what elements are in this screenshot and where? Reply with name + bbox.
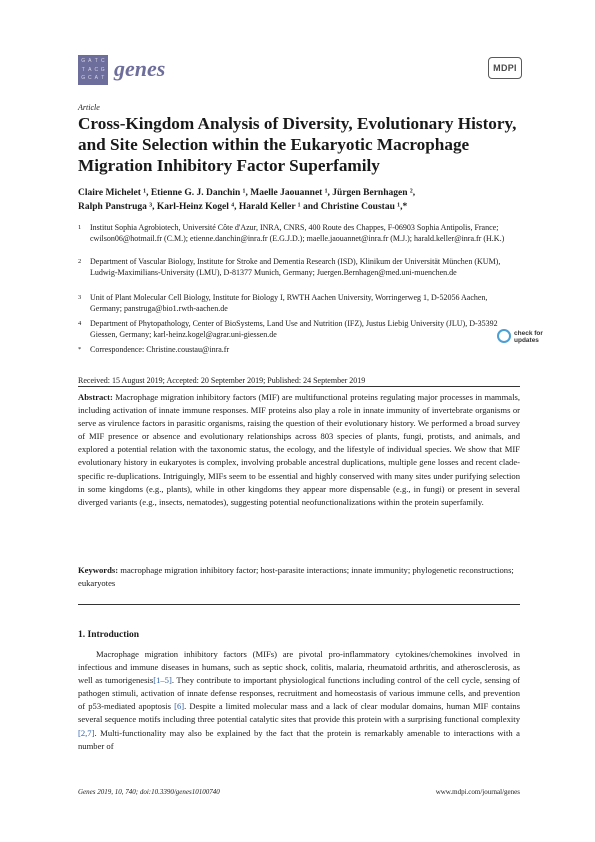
correspondence: * Correspondence: Christine.coustau@inra.fr — [78, 345, 230, 354]
citation-link[interactable]: [1–5] — [153, 675, 172, 686]
affiliation-3: 3 Unit of Plant Molecular Cell Biology, Institute for Biology I, RWTH Aachen University, Worringerweg 1, D-52056 Aachen, Germany; panstruga@bio1.rwth-aachen.de — [78, 293, 488, 314]
affiliation-2: 2 Department of Vascular Biology, Institute for Stroke and Dementia Research (ISD), Klinikum der Universität München (KUM), Ludwig-Maximilians-University (LMU), D-81377 Munich, Germany; Juergen.Bernhagen@med.uni-muenchen.de — [78, 257, 501, 278]
citation-footer: Genes 2019, 10, 740; doi:10.3390/genes10100740 — [78, 788, 220, 796]
journal-name: genes — [114, 56, 166, 81]
divider — [78, 604, 520, 605]
divider — [78, 386, 520, 387]
section-heading: 1. Introduction — [78, 630, 140, 640]
journal-logo: G A T C T A C G G C A T — [78, 55, 108, 85]
journal-url[interactable]: www.mdpi.com/journal/genes — [435, 788, 520, 796]
author-list — [78, 186, 538, 214]
mdpi-logo: MDPI — [488, 57, 522, 79]
paper-title: Cross-Kingdom Analysis of Diversity, Evolutionary History, and Site Selection within the Eukaryotic Macrophage Migration Inhibitory Factor Superfamily — [78, 114, 517, 175]
article-type: Article — [78, 103, 100, 112]
citation-link[interactable]: [2,7] — [78, 727, 95, 738]
keywords-label: Keywords: — [78, 565, 119, 575]
abstract-text: Macrophage migration inhibitory factors (MIF) are multifunctional proteins regulating major processes in mammals, including activation of innate immune responses. MIF proteins also play a role in innate immunity of invertebrate organisms or serve as virulence factors in parasitic organisms, raising the question of their evolutionary history. We performed a broad survey of MIF presence or absence and evolutionary relationships across 803 species of plants, fungi, protists, and animals, and explored a potential relation with the taxonomic status, the ecology, and the lifestyle of individual species. We show that MIF evolutionary history in eukaryotes is complex, involving probable ancestral duplications, multiple gene losses and recent clade-specific re-duplications. Intriguingly, MIFs seem to be essential and highly conserved with many sites under purifying selection in some kingdoms (e.g., plants), while in other kingdoms they appear more dispensable (e.g., in fungi) or present in several diverged variants (e.g., insects, nematodes), suggesting potential neofunctionalizations within the protein superfamily. — [78, 392, 520, 507]
publication-dates: Received: 15 August 2019; Accepted: 20 September 2019; Published: 24 September 2019 — [78, 376, 366, 385]
check-for-updates-badge[interactable]: check for updates — [497, 329, 543, 359]
affiliation-4: 4 Department of Phytopathology, Center of BioSystems, Land Use and Nutrition (IFZ), Justus Liebig University (JLU), D-35392 Giessen, Germany; karl-heinz.kogel@agrar.uni-giessen.de — [78, 319, 498, 340]
keywords — [78, 564, 520, 590]
keywords-text: macrophage migration inhibitory factor; host-parasite interactions; innate immunity; phylogenetic reconstructions; eukaryotes — [78, 565, 514, 589]
author-line-2: Ralph Panstruga ³, Karl-Heinz Kogel ⁴, Harald Keller ¹ and Christine Coustau ¹,* — [78, 202, 408, 212]
author-line-1: Claire Michelet ¹, Etienne G. J. Danchin ¹, Maelle Jaouannet ¹, Jürgen Bernhagen ², — [78, 188, 416, 198]
check-updates-icon — [497, 329, 511, 343]
abstract — [78, 391, 520, 509]
intro-paragraph: Macrophage migration inhibitory factors (MIFs) are pivotal pro-inflammatory cytokines/chemokines involved in infectious and immune diseases in humans, such as septic shock, colitis, malaria, rheumatoid arthritis, and atherosclerosis, as well as tumorigenesis[1–5]. They contribute to important physiological functions including control of the cell cycle, sensing of pathogen stimuli, activation of innate defense responses, recruitment and homeostasis of various immune cells, and prevention of p53-mediated apoptosis [6]. Despite a limited molecular mass and a lack of clear modular domains, human MIF contains several sequence motifs including three potential catalytic sites that provide this protein with a surprising functional complexity [2,7]. Multi-functionality may also be explained by the fact that the protein is remarkably amenable to interactions with a number of — [78, 649, 520, 751]
abstract-label: Abstract: — [78, 392, 113, 402]
affiliation-1: 1 Institut Sophia Agrobiotech, Université Côte d'Azur, INRA, CNRS, 400 Route des Chappes, F-06903 Sophia Antipolis, France; cwilson06@hotmail.fr (C.M.); etienne.danchin@inra.fr (E.G.J.D.); maelle.jaouannet@inra.fr (M.J.); harald.keller@inra.fr (H.K.) — [78, 223, 505, 244]
citation-link[interactable]: [6] — [174, 701, 185, 712]
